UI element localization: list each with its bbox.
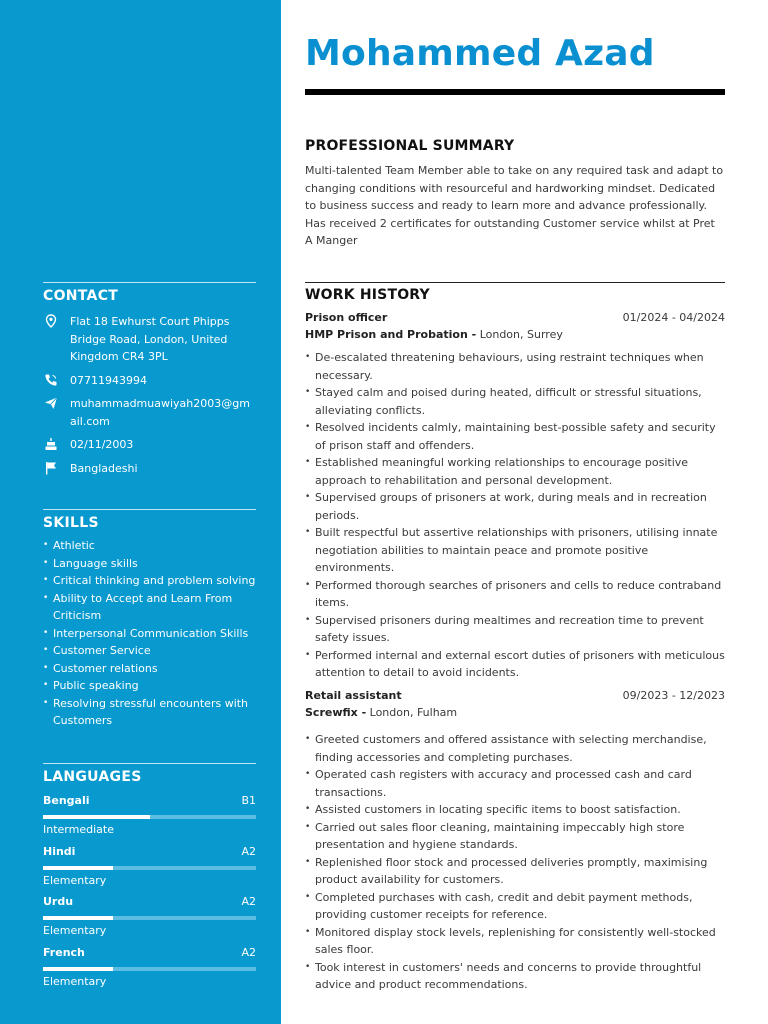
skill-item: • Language skills	[43, 555, 256, 573]
summary-text: Multi-talented Team Member able to take on any required task and adapt to changing conditions with resourceful and hardworking mindset. Dedicated to business success and ready to learn more and advance professionally. Has received 2 certificates for outstanding Customer service whilst at Pret A Manger	[305, 164, 724, 248]
language-item	[43, 844, 256, 895]
language-proficiency-bar	[43, 866, 256, 870]
sidebar	[0, 0, 281, 1024]
phone-icon	[44, 373, 58, 387]
skills-heading: SKILLS	[43, 515, 99, 531]
skill-item: • Customer relations	[43, 660, 256, 678]
job-location: London, Fulham	[369, 706, 458, 719]
job-duty: • Supervised groups of prisoners at work, during meals and in recreation periods.	[305, 489, 725, 524]
language-name: Urdu	[43, 895, 74, 908]
languages-section	[43, 763, 256, 995]
language-code: A2	[241, 844, 256, 858]
contact-phone-text: 07711943994	[70, 373, 147, 387]
language-name: Bengali	[43, 794, 90, 807]
job-entry	[305, 309, 725, 682]
job-company-line	[305, 704, 725, 721]
language-proficiency-bar	[43, 967, 256, 971]
language-code: A2	[241, 895, 256, 908]
job-company: HMP Prison and Probation -	[305, 328, 477, 341]
skills-divider	[43, 509, 256, 510]
contact-address-text: Flat 18 Ewhurst Court Phipps Bridge Road, London, United Kingdom CR4 3PL	[70, 315, 230, 363]
job-duties	[305, 349, 725, 682]
language-proficiency-fill	[43, 967, 113, 971]
flag-icon	[44, 461, 58, 475]
language-level: Elementary	[43, 974, 107, 988]
languages-divider	[43, 763, 256, 764]
language-proficiency-fill	[43, 866, 113, 870]
contact-divider	[43, 282, 256, 283]
job-duty: • Greeted customers and offered assistance with selecting merchandise, finding accessories and completing purchases.	[305, 731, 725, 766]
job-duties	[305, 731, 725, 994]
job-duty: • Supervised prisoners during mealtimes and recreation time to prevent safety issues.	[305, 612, 725, 647]
contact-dob-text: 02/11/2003	[70, 438, 134, 451]
language-item	[43, 793, 256, 844]
name-underline	[305, 89, 725, 95]
summary-section	[305, 138, 725, 250]
skill-item: • Critical thinking and problem solving	[43, 572, 256, 590]
job-duty: • Took interest in customers' needs and concerns to provide throughtful advice and product recommendations.	[305, 959, 725, 994]
job-duty: • Carried out sales floor cleaning, maintaining impeccably high store presentation and hygiene standards.	[305, 819, 725, 854]
contact-email-text: muhammadmuawiyah2003@gmail.com	[70, 397, 250, 428]
language-proficiency-fill	[43, 815, 150, 819]
language-code: B1	[241, 794, 256, 807]
language-name: French	[43, 945, 85, 959]
job-duty: • Assisted customers in locating specific items to boost satisfaction.	[305, 801, 725, 819]
birthday-cake-icon	[44, 437, 58, 451]
work-history-section	[305, 282, 725, 682]
skills-list	[43, 537, 256, 730]
contact-nationality	[43, 460, 256, 478]
contact-heading: CONTACT	[43, 288, 119, 304]
language-name: Hindi	[43, 844, 76, 858]
language-proficiency-bar	[43, 815, 256, 819]
job-duty: • Replenished floor stock and processed deliveries promptly, maximising product availability for customers.	[305, 854, 725, 889]
language-proficiency-fill	[43, 916, 113, 920]
work-divider	[305, 282, 725, 283]
skill-item: • Ability to Accept and Learn From Criticism	[43, 590, 256, 625]
skill-item: • Interpersonal Communication Skills	[43, 625, 256, 643]
language-level: Intermediate	[43, 823, 114, 836]
job-company-line	[305, 326, 725, 343]
contact-address	[43, 313, 256, 366]
contact-nationality-text: Bangladeshi	[70, 461, 138, 475]
language-item	[43, 894, 256, 945]
job-duty: • Operated cash registers with accuracy and processed cash and card transactions.	[305, 766, 725, 801]
skill-item: • Athletic	[43, 537, 256, 555]
language-proficiency-bar	[43, 916, 256, 920]
job-entry	[305, 687, 725, 994]
skills-section	[43, 509, 256, 730]
job-dates: 01/2024 - 04/2024	[622, 311, 725, 324]
contact-email[interactable]	[43, 395, 256, 430]
job-duty: • Resolved incidents calmly, maintaining best-possible safety and security of prison staff and offenders.	[305, 419, 725, 454]
job-duty: • Performed thorough searches of prisoners and cells to reduce contraband items.	[305, 577, 725, 612]
language-code: A2	[241, 945, 256, 959]
languages-heading: LANGUAGES	[43, 769, 142, 785]
job-duty: • Stayed calm and poised during heated, difficult or stressful situations, alleviating conflicts.	[305, 384, 725, 419]
contact-phone[interactable]	[43, 372, 256, 390]
job-company: Screwfix -	[305, 706, 367, 719]
language-level: Elementary	[43, 924, 107, 937]
contact-dob	[43, 436, 256, 454]
summary-heading: PROFESSIONAL SUMMARY	[305, 138, 515, 154]
language-item	[43, 945, 256, 996]
job-duty: • Built respectful but assertive relationships with prisoners, utilising innate negotiation abilities to maintain peace and promote positive environments.	[305, 524, 725, 577]
job-dates: 09/2023 - 12/2023	[622, 689, 725, 702]
work-heading: WORK HISTORY	[305, 287, 430, 303]
job-location: London, Surrey	[479, 328, 563, 341]
job-title: Retail assistant	[305, 689, 402, 702]
skill-item: • Public speaking	[43, 677, 256, 695]
job-duty: • Completed purchases with cash, credit and debit payment methods, providing customer receipts for reference.	[305, 889, 725, 924]
location-pin-icon	[44, 314, 58, 328]
job-duty: • Performed internal and external escort duties of prisoners with meticulous attention to detail to avoid incidents.	[305, 647, 725, 682]
skill-item: • Customer Service	[43, 642, 256, 660]
send-icon	[44, 396, 58, 410]
candidate-name: Mohammed Azad	[305, 33, 655, 74]
contact-section	[43, 282, 256, 483]
job-duty: • Established meaningful working relationships to encourage positive approach to rehabilitation and personal development.	[305, 454, 725, 489]
job-duty: • Monitored display stock levels, replenishing for consistently well-stocked sales floor.	[305, 924, 725, 959]
skill-item: • Resolving stressful encounters with Customers	[43, 695, 256, 730]
job-title: Prison officer	[305, 311, 388, 324]
language-level: Elementary	[43, 873, 107, 887]
job-duty: • De-escalated threatening behaviours, using restraint techniques when necessary.	[305, 349, 725, 384]
